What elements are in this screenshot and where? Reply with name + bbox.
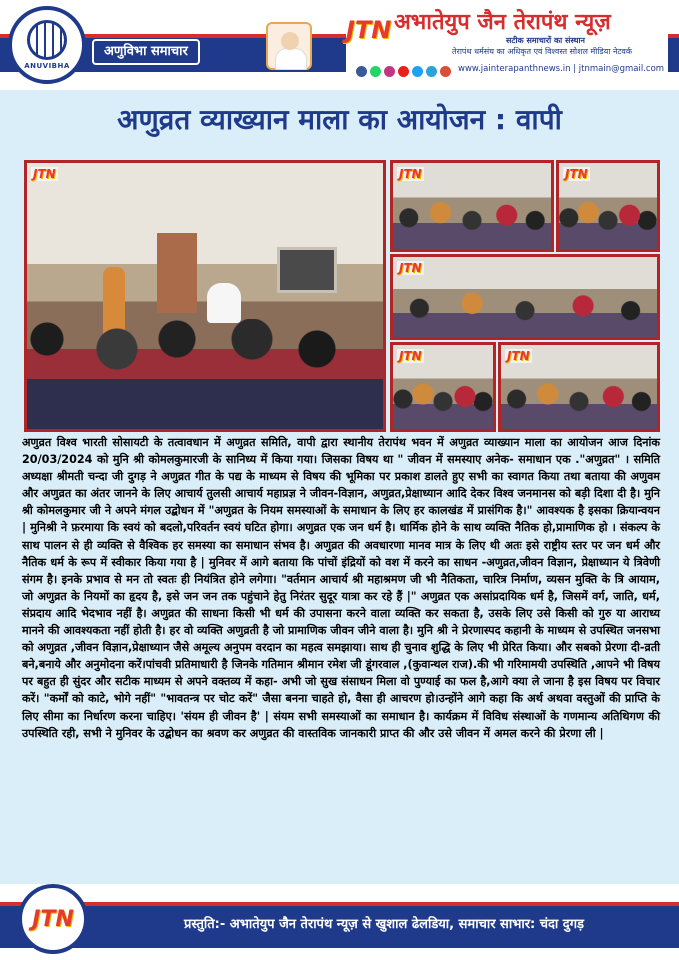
photo-audience [501,379,657,429]
photo-window [277,247,337,293]
photo-audience [393,197,551,249]
jtn-brand [346,6,668,86]
event-photo-2 [556,160,660,252]
jtn-watermark: JTN [399,167,422,181]
globe-icon [27,20,67,60]
photo-audience [27,319,386,429]
youtube-icon[interactable] [398,66,409,77]
photo-audience [393,379,493,429]
brand-contact[interactable]: www.jainterapanthnews.in | jtnmain@gmail.com [458,64,665,74]
footer-credit: प्रस्तुति:- अभातेयुप जैन तेरापंथ न्यूज़ से खुशाल ढेलडिया, समाचार साभार: चंदा दुगड़ [184,917,584,932]
jtn-watermark: JTN [565,167,588,181]
event-photo-main [24,160,386,432]
section-tag: अणुविभा समाचार [92,39,200,65]
jtn-watermark: JTN [33,167,56,181]
telegram-icon[interactable] [426,66,437,77]
facebook-icon[interactable] [356,66,367,77]
event-photo-5 [498,342,660,432]
photo-audience [559,197,657,249]
brand-subtitle: तेरापंथ धर्मसंघ का अधिकृत एवं विश्वस्त सोशल मीडिया नेटवर्क [452,47,633,56]
event-photo-1 [390,160,554,252]
event-photo-3 [390,254,660,340]
photo-audience [393,289,657,337]
header [0,0,679,90]
page-title: अणुव्रत व्याख्यान माला का आयोजन : वापी [117,103,562,136]
jtn-watermark: JTN [507,349,530,363]
jtn-watermark: JTN [399,261,422,275]
brand-tagline: सटीक समाचारों का संस्थान [506,36,585,45]
photo-door [157,233,197,313]
anuvibha-logo [8,6,86,84]
jtn-logo: JTN [346,16,392,44]
anuvibha-logo-text: ANUVIBHA [24,62,70,70]
jtn-watermark: JTN [399,349,422,363]
photo-muni [207,283,241,323]
acharya-portrait [266,22,312,70]
brand-title: अभातेयुप जैन तेरापंथ न्यूज़ [394,10,611,35]
whatsapp-icon[interactable] [370,66,381,77]
event-photo-4 [390,342,496,432]
instagram-icon[interactable] [384,66,395,77]
twitter-icon[interactable] [412,66,423,77]
google-plus-icon[interactable] [440,66,451,77]
article-body: अणुव्रत विश्व भारती सोसायटी के तत्वावधान में अणुव्रत समिति, वापी द्वारा स्थानीय तेरापंथ भवन में अणुव्रत व्याख्यान माला का आयोजन आज दिनांक 20/03/2024 को मुनि श्री कोमलकुमारजी के सानिध्य में किया गया। जिसका विषय था " जीवन में समस्याए अनेक- समाधान एक ."अणुव्रत" । समिति अध्यक्षा श्रीमती चन्दा जी दुगड़ ने अणुव्रत गीत के पद्य के माध्यम से विषय की भूमिका पर प्रकाश डालते हुए सभी का स्वागत किया तथा बताया की अणुवम और अणुव्रत का अंतर जानने के लिए आचार्य तुलसी आचार्य महाप्रज्ञ ने जीवन-विज्ञान, अणुव्रत,प्रेक्षाध्यान आदि देकर विश्व जनमानस को बड़ी दिशा दी है। मुनि श्री कोमलकुमार जी ने अपने मंगल उद्बोधन में "अणुव्रत के नियम समस्याओं के समाधान के लिए हर कालखंड में प्रासंगिक है।" आवश्यक है इसका क्रियान्वयन | मुनिश्री ने फ़रमाया कि स्वयं को बदलो,परिवर्तन स्वयं घटित होगा। अणुव्रत एक जन धर्म है। धार्मिक होने के साथ व्यक्ति नैतिक हो,प्रामाणिक हो । संकल्प के साथ पालन से ही व्यक्ति से वैश्विक हर समस्या का समाधान संभव है। अणुव्रत की अवधारणा मानव मात्र के लिए थी अतः इसे राष्ट्रीय स्तर पर जन धर्म और नैतिक धर्म के रूप में स्वीकार किया गया है | मुनिवर में आगे बताया कि पांचों इंद्रियों को वश में करने का साधन -अणुव्रत,जीवन विज्ञान, प्रेक्षाध्यान ये त्रिवेणी संगम है। इनके प्रभाव से मन तो स्वतः ही नियंत्रित होने लगेगा। "वर्तमान आचार्य श्री महाश्रमण जी भी नैतिकता, चारित्र निर्माण, व्यसन मुक्ति के त्रि आयाम, जो अणुव्रत के नियमों का हृदय है, इसे जन जन तक पहुंचाने हेतु निरंतर सुदूर यात्रा कर रहे हैं |" अणुव्रत एक असांप्रदायिक धर्म है, जिसमें वर्ग, जाति, धर्म, संप्रदाय आदि भेदभाव नहीं है। अणुव्रत की साधना किसी भी धर्म की उपासना करने वाला व्यक्ति कर सकता है, उसके लिए उसे किसी को गुरु या आराध्य मानने की आवश्यकता नहीं होती है। हर वो व्यक्ति अणुव्रती है जो प्रामाणिक जीवन जीने वाला है। मुनि श्री ने प्रेरणास्पद कहानी के माध्यम से उपस्थित जनसभा को अणुव्रत ,जीवन विज्ञान,प्रेक्षाध्यान जैसे अमूल्य अनुपम वरदान का महत्व समझाया। साथ ही चुनाव शुद्धि के लिए भी प्रेरित किया। और सबको प्रेरणा दी-व्रती बने,बनाये और अनुमोदना करें।पांचवी प्रतिमाधारी है जिनके गतिमान श्रीमान रमेश जी डूंगरवाल ,(कुवान्थल राज).की भी गरिमामयी उपस्थिति ,आपने भी विषय पर बहुत ही सुंदर और सटीक माध्यम से अपने वक्तव्य में कहा- अभी जो सुख संसाधन मिला वो पुण्याई का फल है,आगे क्या ले जाना है इस विषय पर विचार करें। "कर्मों को काटे, भोगे नहीं" "भावतन्त्र पर चोट करें" जैसा बनना चाहते हो, वैसा ही आचरण हो।उन्होंने आगे कहा कि अर्थ अथवा वस्तुओं की प्राप्ति के लिए सीमा का निर्धारण करना चाहिए। 'संयम ही जीवन है' | संयम सभी समस्याओं का समाधान है। कार्यक्रम में विविध संस्थाओं के गणमान्य अतिथिगण की उपस्थिति रही, सभी ने मुनिवर के उद्बोधन का श्रवण कर अणुव्रत की वास्तविक जानकारी प्राप्त की और उसे जीवन में अमल करने की प्रेरणा ली | [22,436,660,740]
jtn-footer-logo: JTN [18,884,88,954]
social-icons [356,66,451,77]
